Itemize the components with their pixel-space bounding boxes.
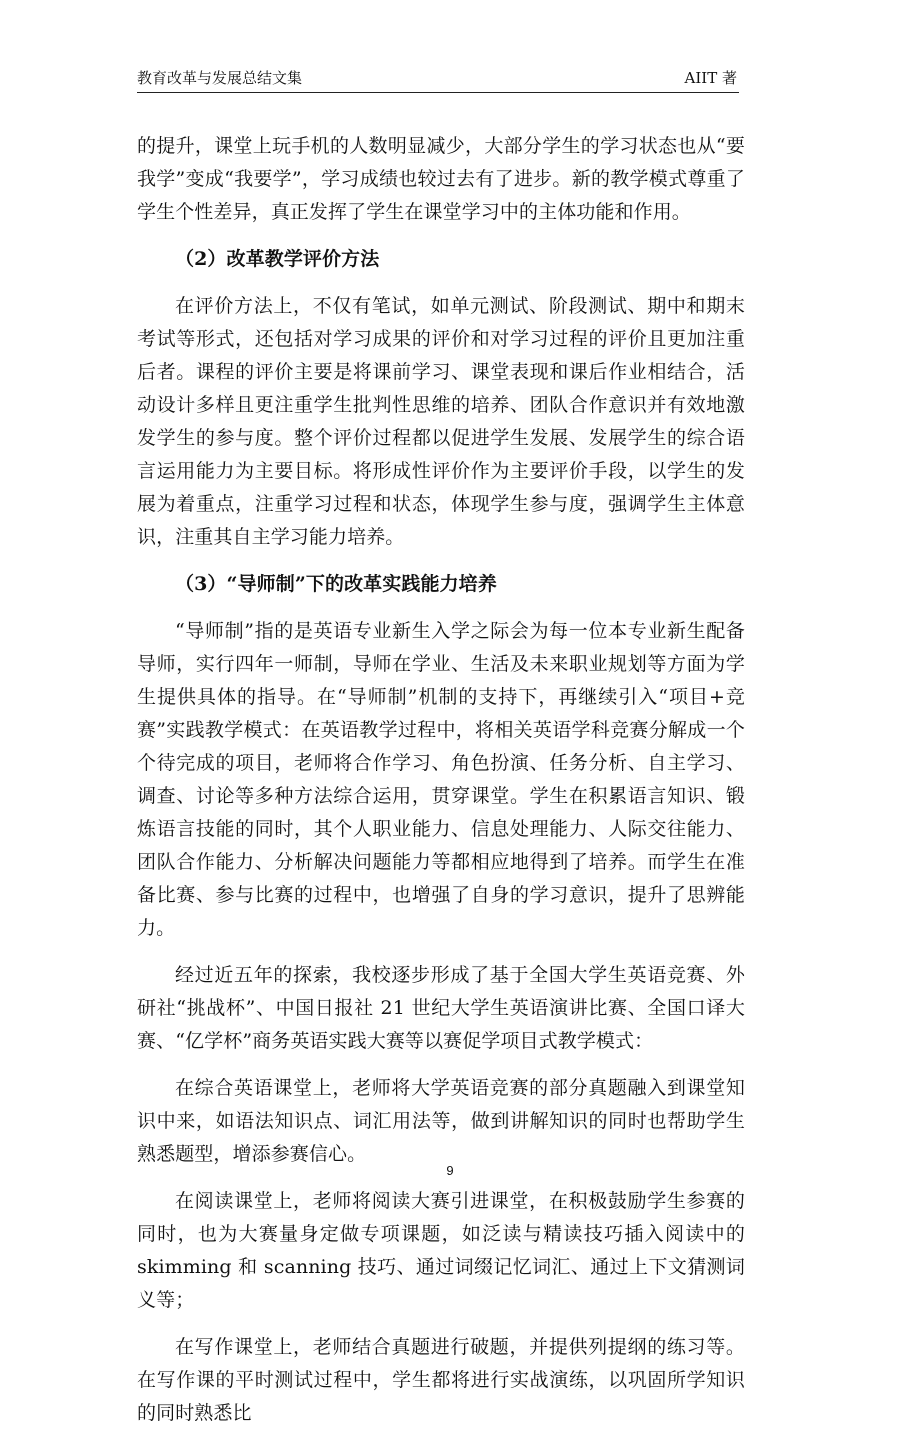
page-number: 9 — [446, 1163, 454, 1178]
paragraph-exploration: 经过近五年的探索，我校逐步形成了基于全国大学生英语竞赛、外研社“挑战杯”、中国日报社 21 世纪大学生英语演讲比赛、全国口译大赛、“亿学杯”商务英语实践大赛等以赛促学项目式教学模式： — [137, 964, 745, 1052]
page-header — [137, 68, 739, 93]
header-title: 教育改革与发展总结文集 — [137, 69, 303, 87]
paragraph-reading-class: 在阅读课堂上，老师将阅读大赛引进课堂，在积极鼓励学生参赛的同时，也为大赛量身定做专项课题，如泛读与精读技巧插入阅读中的 skimming 和 scanning 技巧、通过词缀记忆词汇、通过上下文猜测词义等； — [137, 1190, 745, 1311]
paragraph-comprehensive-english: 在综合英语课堂上，老师将大学英语竞赛的部分真题融入到课堂知识中来，如语法知识点、词汇用法等，做到讲解知识的同时也帮助学生熟悉题型，增添参赛信心。 — [137, 1077, 745, 1165]
body-text — [137, 130, 745, 1444]
paragraph-continuation: 的提升，课堂上玩手机的人数明显减少，大部分学生的学习状态也从“要我学”变成“我要学”，学习成绩也较过去有了进步。新的教学模式尊重了学生个性差异，真正发挥了学生在课堂学习中的主体功能和作用。 — [137, 135, 745, 223]
paragraph-evaluation-methods: 在评价方法上，不仅有笔试，如单元测试、阶段测试、期中和期末考试等形式，还包括对学习成果的评价和对学习过程的评价且更加注重后者。课程的评价主要是将课前学习、课堂表现和课后作业相结合，活动设计多样且更注重学生批判性思维的培养、团队合作意识并有效地激发学生的参与度。整个评价过程都以促进学生发展、发展学生的综合语言运用能力为主要目标。将形成性评价作为主要评价手段，以学生的发展为着重点，注重学习过程和状态，体现学生参与度，强调学生主体意识，注重其自主学习能力培养。 — [137, 295, 745, 548]
section-heading-2: （2）改革教学评价方法 — [175, 248, 380, 270]
paragraph-writing-class: 在写作课堂上，老师结合真题进行破题，并提供列提纲的练习等。在写作课的平时测试过程中，学生都将进行实战演练，以巩固所学知识的同时熟悉比 — [137, 1336, 745, 1424]
header-author: AIIT 著 — [684, 69, 737, 87]
paragraph-mentor-system: “导师制”指的是英语专业新生入学之际会为每一位本专业新生配备导师，实行四年一师制，导师在学业、生活及未来职业规划等方面为学生提供具体的指导。在“导师制”机制的支持下，再继续引入“项目+竞赛”实践教学模式：在英语教学过程中，将相关英语学科竞赛分解成一个个待完成的项目，老师将合作学习、角色扮演、任务分析、自主学习、调查、讨论等多种方法综合运用，贯穿课堂。学生在积累语言知识、锻炼语言技能的同时，其个人职业能力、信息处理能力、人际交往能力、团队合作能力、分析解决问题能力等都相应地得到了培养。而学生在准备比赛、参与比赛的过程中，也增强了自身的学习意识，提升了思辨能力。 — [137, 620, 745, 939]
section-heading-3: （3）“导师制”下的改革实践能力培养 — [175, 573, 497, 595]
